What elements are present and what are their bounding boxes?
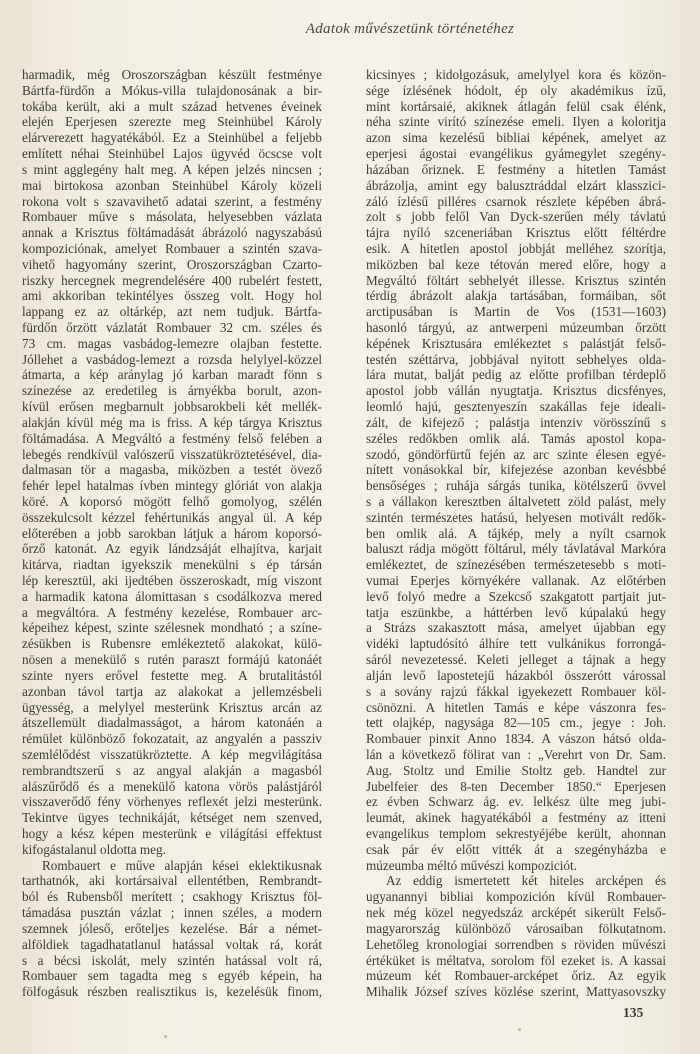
text-line: evangelikus templom sekrestyéjébe került, ahonnan — [366, 826, 666, 841]
text-line: csönözni. A hitetlen Tamás e képe vászonra fes- — [366, 699, 666, 715]
text-line: 73 cm. magas vasbádog-lemezre olajban festette. — [22, 335, 322, 351]
text-line: kompoziciónak, amelyet Rombauer a szintén szava- — [22, 240, 322, 256]
text-line: mint kortársaié, akiknek átlagán felül csak élénk, — [366, 98, 666, 114]
text-line: a harmadik katona álomittasan s csodálkozva mered — [22, 588, 322, 604]
text-line: ami akkoriban tekintélyes összeg volt. Hogy hol — [22, 288, 322, 304]
text-line: annak a Krisztus föltámadását ábrázoló nagyszabású — [22, 225, 322, 241]
text-line: emlékeztet, de színezésében természetesebb s moti- — [366, 557, 666, 573]
text-line: azonban távol tartja az alakokat a jellemzésbeli — [22, 683, 322, 699]
text-line: rémület különböző fokozatait, az angyalén a passziv — [22, 731, 322, 747]
text-line: a Strázs szakasztott mása, amelyet újabban egy — [366, 620, 666, 636]
text-line: lebegés rendkívül valószerű visszatükröztetésével, dia- — [22, 446, 322, 462]
text-line: alján levő lapostetejű házakból összerótt várossal — [366, 667, 666, 683]
text-line: leomló hajú, gesztenyeszín szakállas feje ideali- — [366, 399, 666, 415]
text-line: föltámadása. A Megváltó a festmény felső felében a — [22, 430, 322, 446]
text-line: harmadik, még Oroszországban készült festménye — [22, 67, 322, 82]
text-line: elején Eperjesen szerezte meg Steinhübel Károly — [22, 114, 322, 130]
text-line: ból és Rubensből merített ; csakhogy Krisztus föl- — [22, 889, 322, 905]
text-line: őrző katonát. Az egyik lándzsáját elhajítva, karjait — [22, 541, 322, 557]
text-line: összekulcsolt kézzel fehértunikás angyal ül. A kép — [22, 509, 322, 525]
text-line: sége ízlésének hódolt, ép oly akadémikus ízű, — [366, 82, 666, 98]
text-line: ben omlik alá. A tájkép, mely a nyílt csarnok — [366, 525, 666, 541]
text-line: Jóllehet a vasbádog-lemezt a rozsda helylyel-közzel — [22, 351, 322, 367]
text-line: s mint agglegény halt meg. A képen jelzés nincsen ; — [22, 161, 322, 177]
text-line: nített vonásokkal bír, kifejezése azonban kevésbbé — [366, 462, 666, 478]
text-line: rokona volt s szavavihető adatai szerint, a festmény — [22, 193, 322, 209]
text-line: tokába került, aki a mult század hetvenes éveinek — [22, 98, 322, 114]
text-line: említett néhai Steinhübel Lajos ügyvéd öcscse volt — [22, 146, 322, 162]
text-line: nek még közel negyedszáz arcképét sikerült Felső- — [366, 905, 666, 921]
text-line: lappang ez az oltárkép, azt nem tudjuk. Bártfa- — [22, 304, 322, 320]
text-line: képeihez képest, szinte szélesnek mondható ; a színe- — [22, 620, 322, 636]
text-line: múzeum két Rombauer-arcképet őriz. Az egyik — [366, 968, 666, 984]
text-line: előterében a jobb sarokban látjuk a három koporsó- — [22, 525, 322, 541]
text-line: átszellemült diadalmasságot, a három katonáén a — [22, 715, 322, 731]
running-title: Adatok művészetünk történetéhez — [305, 21, 515, 37]
text-line: baluszt rádja mögött föltárul, mély távlatával Markóra — [366, 541, 666, 557]
text-line: szinte nyers erővel festette meg. A brutalitástól — [22, 667, 322, 683]
text-line: szemlélődést visszatükröztette. A kép megvilágítása — [22, 746, 322, 762]
text-line: szemnek jóleső, erőteljes kezelése. Bár a német- — [22, 920, 322, 936]
text-line: széles redőkben omlik alá. Tamás apostol kopa- — [366, 430, 666, 446]
text-line: elárverezett hagyatékából. Ez a Steinhübel a feljebb — [22, 130, 322, 146]
text-line: támadása pusztán vázlat ; innen széles, a modern — [22, 905, 322, 921]
text-line: miközben bal keze tétován mered előre, hogy a — [366, 256, 666, 272]
text-line: képének Krisztusára emlékeztet s palástját felső- — [366, 335, 666, 351]
text-line: fölfogásuk részben realisztikus is, kezelésük finom, — [22, 984, 322, 1000]
text-line: alföldiek tagadhatatlanul hatással voltak rá, korát — [22, 936, 322, 952]
text-line: mai birtokosa azonban Steinhübel Károly közeli — [22, 177, 322, 193]
text-line: tájra nyíló szceneriában Krisztus előtt féltérdre — [366, 225, 666, 241]
text-line: alászűrődő és a menekülő katona vörös palástjáról — [22, 778, 322, 794]
text-line: magyarország különböző városaiban fölkutatnom. — [366, 920, 666, 936]
text-line: múzeumba méltó művészi kompoziciót. — [366, 857, 577, 873]
text-line: ez évben Schwarz ág. ev. lelkész ülte meg jubi- — [366, 794, 666, 810]
text-line: Rombauer sem tagadta meg s egyéb képein, ha — [22, 968, 322, 984]
text-line: riszky hercegnek megrendelésére 400 rubelért festett, — [22, 272, 322, 288]
text-line: házában őriznek. E festmény a hitetlen Tamást — [366, 161, 666, 177]
text-line: tarthatnók, aki kortársaival ellentétben, Rembrandt- — [22, 873, 322, 889]
text-line: Bártfa-fürdőn a Mókus-villa tulajdonosának a bir- — [22, 82, 322, 98]
text-line: alakján kívül még ma is friss. A kép tárgya Krisztus — [22, 414, 322, 430]
text-line: rembrandtszerű s az angyal alakján a magasból — [22, 762, 322, 778]
text-line: s a vállakon keresztben általvetett zöld palást, mely — [366, 493, 666, 509]
text-line: záló ízlésű pilléres csarnok részlete képében ábrá- — [366, 193, 666, 209]
text-line: kitárva, riadtan igyekszik menekülni s ép társán — [22, 557, 322, 573]
text-line: Jubelfeier des 8-ten December 1850.“ Eperjesen — [366, 778, 666, 794]
text-line: fürdőn őrzött vázlatát Rombauer 32 cm. széles és — [22, 320, 322, 335]
text-line: sáról nevezetessé. Keleti jelleget a tájnak a hegy — [366, 652, 666, 668]
text-line: Rombauer műve s másolata, helyesebben vázlata — [22, 209, 322, 225]
text-line: Rombauert e műve alapján kései eklektikusnak — [42, 857, 322, 873]
text-line: térdig ábrázolt alakja tartásában, formáiban, sőt — [366, 288, 666, 304]
paper-speck — [518, 1028, 521, 1031]
text-line: a megváltóra. A festmény kezelése, Rombauer arc- — [22, 604, 322, 620]
page-number: 135 — [623, 1005, 644, 1020]
text-line: színezése az eredetileg is árnyékba borult, azon- — [22, 383, 322, 399]
text-line: arctipusában is Martin de Vos (1531—1603) — [366, 304, 666, 320]
text-line: vidéki laptudósító álhíre tett vulkánikus forrongá- — [366, 636, 666, 652]
right-column — [366, 67, 666, 1000]
text-line: Rombauer pinxit Anno 1834. A vászon hátsó olda- — [366, 731, 666, 747]
text-line: tett olajkép, nagysága 82—105 cm., jegye : Joh. — [366, 715, 666, 731]
text-line: bensőséges ; ruhája sárgás tunika, kötélszerű övvel — [366, 478, 666, 494]
text-line: testén széttárva, jobbjával nyitott sebhelyes olda- — [366, 351, 666, 367]
text-line: szodó, göndörfürtű fején az arc szinte élesen egyé- — [366, 446, 666, 462]
text-line: Aug. Stoltz und Emilie Stoltz geb. Handtel zur — [366, 762, 666, 778]
text-line: eperjesi ágostai evangélikus gyámegylet szegény- — [366, 146, 666, 162]
text-line: kívül erősen megbarnult jobbsarokbeli két mellék- — [22, 399, 322, 415]
text-line: s a sovány rajzú fákkal igyekezett Rombauer köl- — [366, 683, 666, 699]
left-column — [22, 67, 322, 1000]
text-line: leumát, akinek hagyatékából a festmény az itteni — [366, 810, 666, 826]
text-line: zésükben is Rubensre emlékeztető alakokat, külö- — [22, 636, 322, 652]
text-line: néha szinte virító színezése emeli. Ilyen a koloritja — [366, 114, 666, 130]
text-line: Megváltó föltárt sebhelyét illesse. Krisztus szintén — [366, 272, 666, 288]
text-line: tatja eszünkbe, a háttérben levő kúpalakú hegy — [366, 604, 666, 620]
text-line: zált, de kifejező ; palástja intenziv vörösszínű s — [366, 414, 666, 430]
text-line: visszaverődő fény vörhenyes reflexét jelzi mesterünk. — [22, 794, 322, 810]
text-line: köré. A koporsó mögött felhő gomolyog, szélén — [22, 493, 322, 509]
text-line: vihető hagyomány szerint, Oroszországban Czarto- — [22, 256, 322, 272]
text-line: esik. A hitetlen apostol jobbját melléhez szorítja, — [366, 240, 666, 256]
text-line: kicsinyes ; kidolgozásuk, amelylyel kora és közön- — [366, 67, 666, 82]
text-line: Az eddig ismertetett két hiteles arcképen és — [386, 873, 666, 889]
text-line: lára mutat, balját pedig az előtte profilban térdeplő — [366, 367, 666, 383]
text-line: fehér lepel hatalmas ívben mintegy glóriát von alakja — [22, 478, 322, 494]
text-line: lép keresztül, aki ijedtében összeroskadt, míg viszont — [22, 573, 322, 588]
text-line: csak pár év előtt vitték át a szegényházba e — [366, 841, 666, 857]
text-line: ábrázolja, amint egy balusztráddal elzárt klasszici- — [366, 177, 666, 193]
text-line: nösen a menekülő s rutén paraszt formájú katonáét — [22, 652, 322, 668]
text-line: értéküket is méltatva, sorolom föl ezeket is. A kassai — [366, 952, 666, 968]
text-line: levő folyó medre a Szekcső szakgatott partjait jut- — [366, 588, 666, 604]
text-line: azon sima kezelésű bibliai képének, amelyet az — [366, 130, 666, 146]
text-line: Mihalik József szíves közlése szerint, Mattyasovszky — [366, 984, 666, 1000]
text-line: zolt s jobb felől Van Dyck-szerűen mély távlatú — [366, 209, 666, 225]
text-line: Tekintve ügyes technikáját, kétséget nem szenved, — [22, 810, 322, 826]
text-line: hogy a kész képen mesterünk e világítási effektust — [22, 826, 322, 841]
text-line: Lehetőleg kronologiai sorrendben s röviden művészi — [366, 936, 666, 952]
text-line: hasonló tárgyú, az antwerpeni múzeumban őrzött — [366, 320, 666, 335]
text-line: kifogástalanul oldotta meg. — [22, 841, 166, 857]
text-line: lán a következő fölirat van : „Verehrt von Dr. Sam. — [366, 746, 666, 762]
text-line: apostol jobb vállán nyugtatja. Krisztus dicsfényes, — [366, 383, 666, 399]
text-line: dalmasan tör a magasba, miközben a testét övező — [22, 462, 322, 478]
text-line: ügyesség, a melylyel mesterünk Krisztus arcán az — [22, 699, 322, 715]
text-line: szintén természetes hatású, helyesen motivált redők- — [366, 509, 666, 525]
paper-speck — [164, 1035, 167, 1038]
text-line: átmarta, a kép aránylag jó karban maradt fönn s — [22, 367, 322, 383]
text-line: s a bécsi iskolát, mely szintén hatással volt rá, — [22, 952, 322, 968]
text-line: vumai Eperjes környékére vallanak. Az előtérben — [366, 573, 666, 588]
text-line: ugyanannyi bibliai kompozición kívül Rombauer- — [366, 889, 666, 905]
